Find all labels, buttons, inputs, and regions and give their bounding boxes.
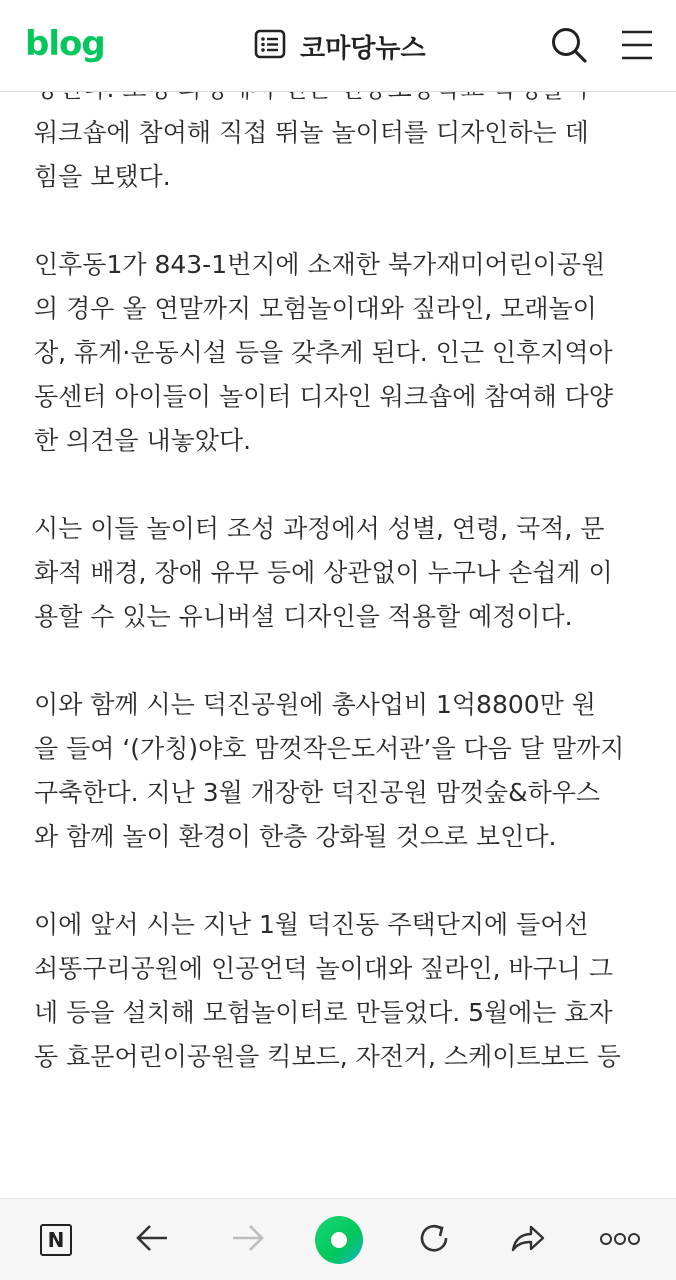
forward-button[interactable] [226,1217,270,1263]
blog-name[interactable]: 코마당뉴스 [300,33,426,64]
search-icon[interactable] [550,26,588,68]
browser-bottom-bar [0,1198,676,1280]
refresh-icon [416,1220,452,1260]
menu-icon[interactable] [620,28,654,66]
top-header [0,0,676,92]
article-paragraph: 이에 앞서 시는 지난 1월 덕진동 주택단지에 들어선 쇠똥구리공원에 인공언덕 놀이대와 짚라인, 바구니 그 네 등을 설치해 모험놀이터로 만들었다. 5월에는 효자 동 효문어린이공원을 킥보드, 자전거, 스케이트보드 등 [34,910,621,1071]
post-list-icon[interactable] [254,29,286,63]
refresh-button[interactable] [412,1217,456,1263]
share-button[interactable] [506,1217,550,1263]
blog-title-link[interactable] [254,28,426,64]
more-button[interactable] [598,1217,642,1263]
naver-n-icon: N [40,1224,72,1256]
back-arrow-icon [135,1223,169,1257]
more-icon [599,1231,641,1250]
article-paragraph: 이와 함께 시는 덕진공원에 총사업비 1억8800만 원 을 들여 ‘(가칭)야호 맘껏작은도서관’을 다음 달 말까지 구축한다. 지난 3월 개장한 덕진공원 맘껏숲&하우스 와 함께 놀이 환경이 한층 강화될 것으로 보인다. [34,690,625,851]
share-icon [509,1222,547,1258]
article-paragraph: 시는 이들 놀이터 조성 과정에서 성별, 연령, 국적, 문 화적 배경, 장애 유무 등에 상관없이 누구나 손쉽게 이 용할 수 있는 유니버셜 디자인을 적용할 예정이다. [34,514,613,631]
back-button[interactable] [130,1217,174,1263]
green-dot-icon [315,1216,363,1264]
forward-arrow-icon [231,1223,265,1257]
blog-logo[interactable]: blog [25,24,105,64]
green-dot-button[interactable] [314,1217,364,1263]
article-body [34,67,654,1123]
article-paragraph: 워크숍에 참여해 직접 뛰놀 놀이터를 디자인하는 데 힘을 보탰다. [34,118,589,191]
article-paragraph: 인후동1가 843-1번지에 소재한 북가재미어린이공원 의 경우 올 연말까지 모험놀이대와 짚라인, 모래놀이 장, 휴게·운동시설 등을 갖추게 된다. 인근 인후지역아 동센터 아이들이 놀이터 디자인 워크숍에 참여해 다양 한 의견을 내놓았다. [34,250,613,455]
naver-n-button[interactable] [36,1217,76,1263]
